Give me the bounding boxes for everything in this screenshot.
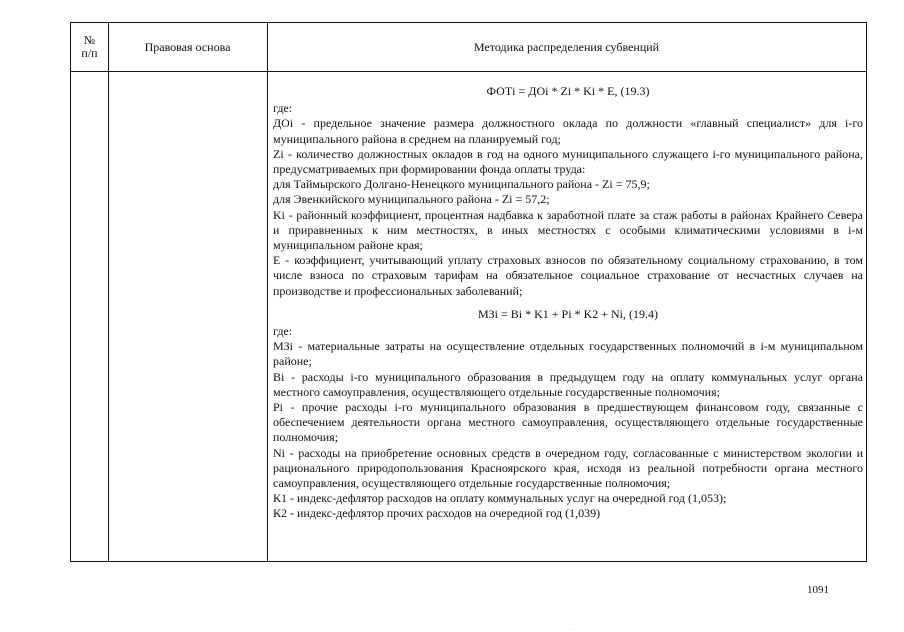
header-number-sublabel: п/п (81, 46, 98, 60)
definition-ni: Ni - расходы на приобретение основных средств в очередном году, согласованные с министерством экологии и рационального природопользования Красноярского края, исходя из реальной потребности органа местного самоуправления, осуществляющего отдельные государственные полномочия; (273, 445, 863, 491)
header-number-cell (71, 23, 108, 71)
definition-k2: К2 - индекс-дефлятор прочих расходов на очередной год (1,039) (273, 506, 601, 521)
column-divider (267, 23, 268, 561)
definition-pi: Рi - прочие расходы i-го муниципального образования в предшествующем финансовом году, связанные с обеспечением деятельности органа местного самоуправления, осуществляющего отдельные государственные полномочия; (273, 400, 863, 445)
definition-k1: К1 - индекс-дефлятор расходов на оплату коммунальных услуг на очередной год (1,053); (273, 491, 727, 506)
formula-19-4: МЗi = Вi * K1 + Рi * K2 + Ni, (19.4) (478, 306, 658, 321)
methodology-text (273, 84, 863, 522)
zi-taimyr: для Таймырского Долгано-Ненецкого муниципального района - Zi = 75,9; (273, 177, 650, 192)
definition-mzi: МЗi - материальные затраты на осуществление отдельных государственных полномочий в i-м муниципальном районе; (273, 339, 863, 369)
definition-bi: Вi - расходы i-го муниципального образования в предыдущем году на оплату коммунальных услуг органа местного самоуправления, осуществляющего отдельные государственные полномочия; (273, 369, 863, 399)
definition-ki: Ki - районный коэффициент, процентная надбавка к заработной плате за стаж работы в районах Крайнего Севера и приравненных к ним местностях, в иных местностях с особыми климатическими условиями в i-м муниципальном районе края; (273, 207, 863, 253)
scan-mark: . (573, 626, 575, 632)
page-number: 1091 (807, 584, 829, 596)
header-legal-basis: Правовая основа (144, 39, 231, 54)
column-divider (108, 23, 109, 561)
definition-e: Е - коэффициент, учитывающий уплату страховых взносов по обязательному социальному страхованию, в том числе взноса по страховым тарифам на обязательное социальное страхование от несчастных случаев на производстве и профессиональных заболеваний; (273, 253, 863, 298)
definition-zi: Zi - количество должностных окладов в год на одного муниципального служащего i-го муниципального района, предусматриваемых при формировании фонда оплаты труда: (273, 146, 863, 177)
document-table (70, 22, 867, 562)
where-label: где: (273, 324, 293, 339)
zi-evenki: для Эвенкийского муниципального района - Zi = 57,2; (273, 192, 550, 207)
where-label: где: (273, 101, 293, 116)
header-number-label: № (83, 33, 96, 47)
header-divider (71, 71, 866, 72)
header-methodology: Методика распределения субвенций (473, 39, 660, 54)
definition-doi: ДОi - предельное значение размера должностного оклада по должности «главный специалист» для i-го муниципального района в среднем на планируемый год; (273, 116, 863, 146)
formula-19-3: ФОТi = ДОi * Zi * Ki * E, (19.3) (486, 84, 650, 98)
